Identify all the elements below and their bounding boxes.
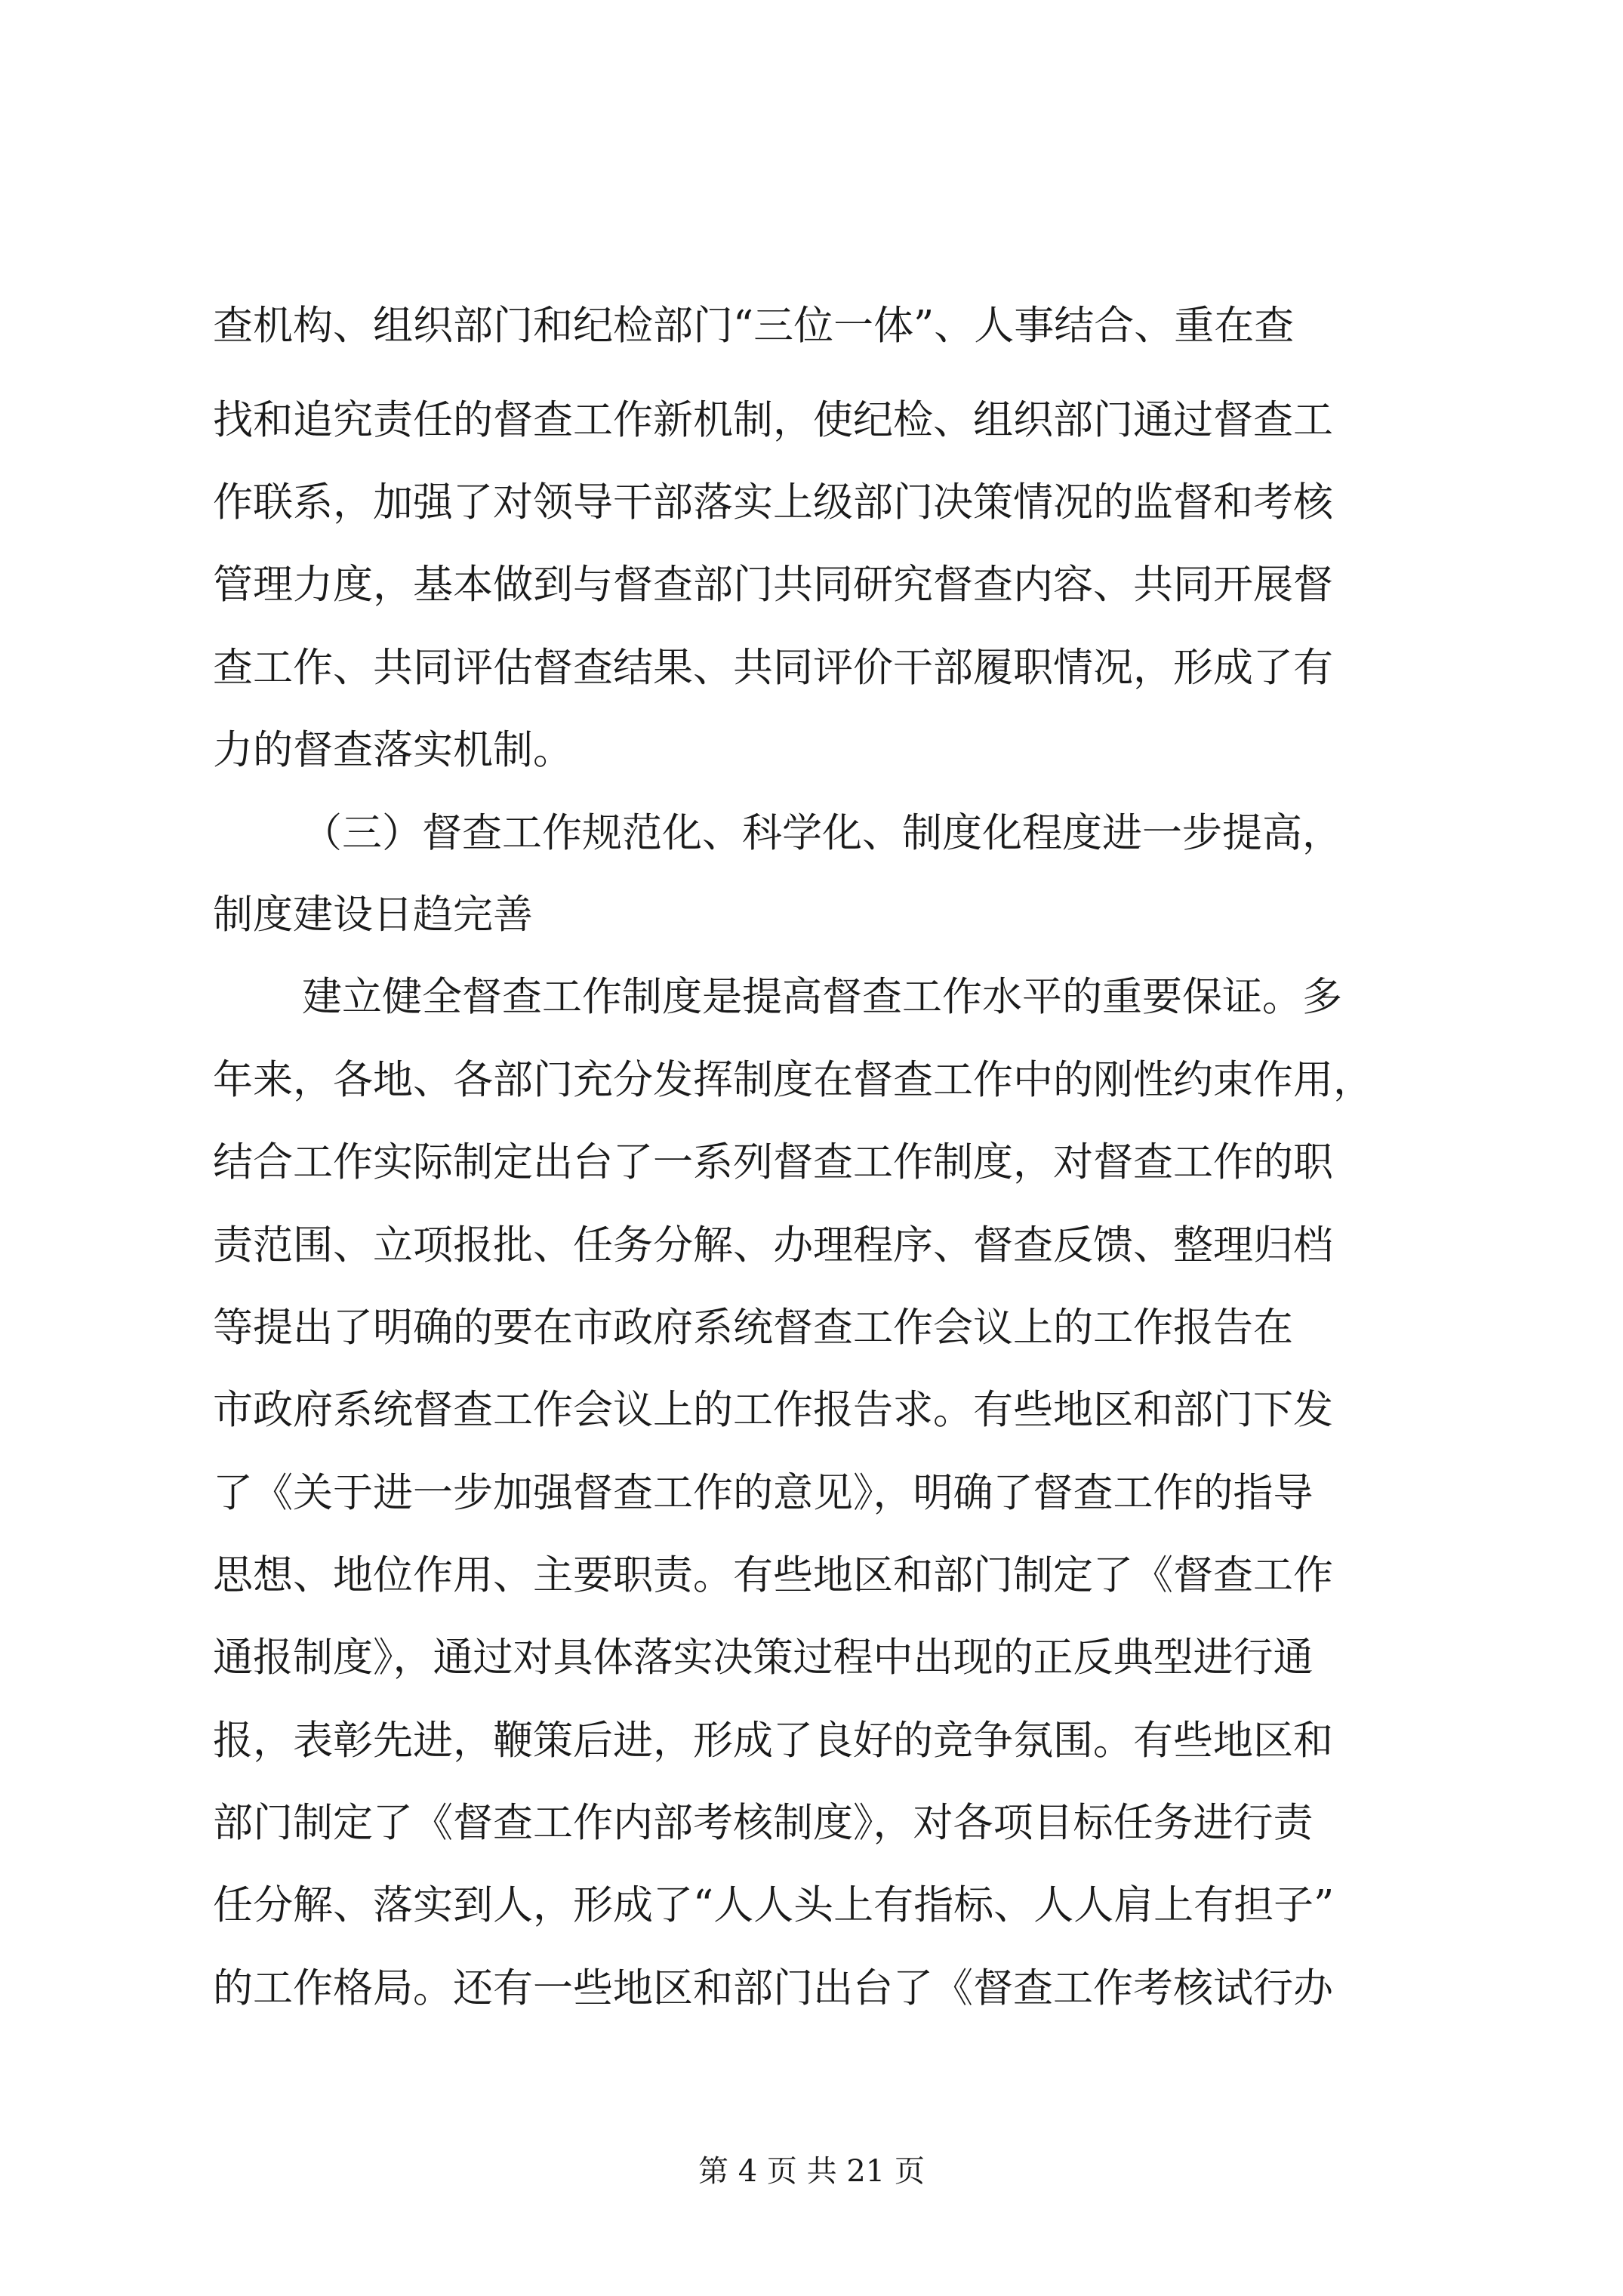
body-line: 建立健全督查工作制度是提高督查工作水平的重要保证。多 — [302, 975, 1342, 1020]
body-line: 管理力度，基本做到与督查部门共同研究督查内容、共同开展督 — [213, 562, 1333, 608]
body-line: 市政府系统督查工作会议上的工作报告求。有些地区和部门下发 — [213, 1388, 1333, 1433]
body-line: 查机构、组织部门和纪检部门“三位一体”、人事结合、重在查 — [213, 304, 1295, 349]
page-number-footer: 第 4 页 共 21 页 — [698, 2154, 925, 2189]
body-line: 年来，各地、各部门充分发挥制度在督查工作中的刚性约束作用， — [213, 1058, 1373, 1103]
body-line: 作联系，加强了对领导干部落实上级部门决策情况的监督和考核 — [213, 480, 1333, 525]
body-line: 部门制定了《督查工作内部考核制度》，对各项目标任务进行责 — [213, 1801, 1313, 1846]
body-line: 的工作格局。还有一些地区和部门出台了《督查工作考核试行办 — [213, 1966, 1333, 2011]
body-line: 查工作、共同评估督查结果、共同评价干部履职情况，形成了有 — [213, 646, 1333, 691]
body-line: 了《关于进一步加强督查工作的意见》，明确了督查工作的指导 — [213, 1471, 1313, 1516]
body-line: 思想、地位作用、主要职责。有些地区和部门制定了《督查工作 — [213, 1553, 1333, 1598]
body-line: 结合工作实际制定出台了一系列督查工作制度，对督查工作的职 — [213, 1140, 1333, 1185]
section-heading-line: （三）督查工作规范化、科学化、制度化程度进一步提高， — [302, 811, 1342, 856]
body-line: 通报制度》，通过对具体落实决策过程中出现的正反典型进行通 — [213, 1635, 1313, 1681]
body-line: 责范围、立项报批、任务分解、办理程序、督查反馈、整理归档 — [213, 1223, 1333, 1268]
body-line: 找和追究责任的督查工作新机制，使纪检、组织部门通过督查工 — [213, 398, 1333, 443]
body-line: 等提出了明确的要在市政府系统督查工作会议上的工作报告在 — [213, 1305, 1293, 1351]
body-line: 任分解、落实到人，形成了“人人头上有指标、人人肩上有担子” — [213, 1883, 1335, 1928]
body-line: 力的督查落实机制。 — [213, 728, 573, 773]
body-line: 报，表彰先进，鞭策后进，形成了良好的竞争氛围。有些地区和 — [213, 1718, 1333, 1764]
section-heading-line: 制度建设日趋完善 — [213, 892, 533, 938]
